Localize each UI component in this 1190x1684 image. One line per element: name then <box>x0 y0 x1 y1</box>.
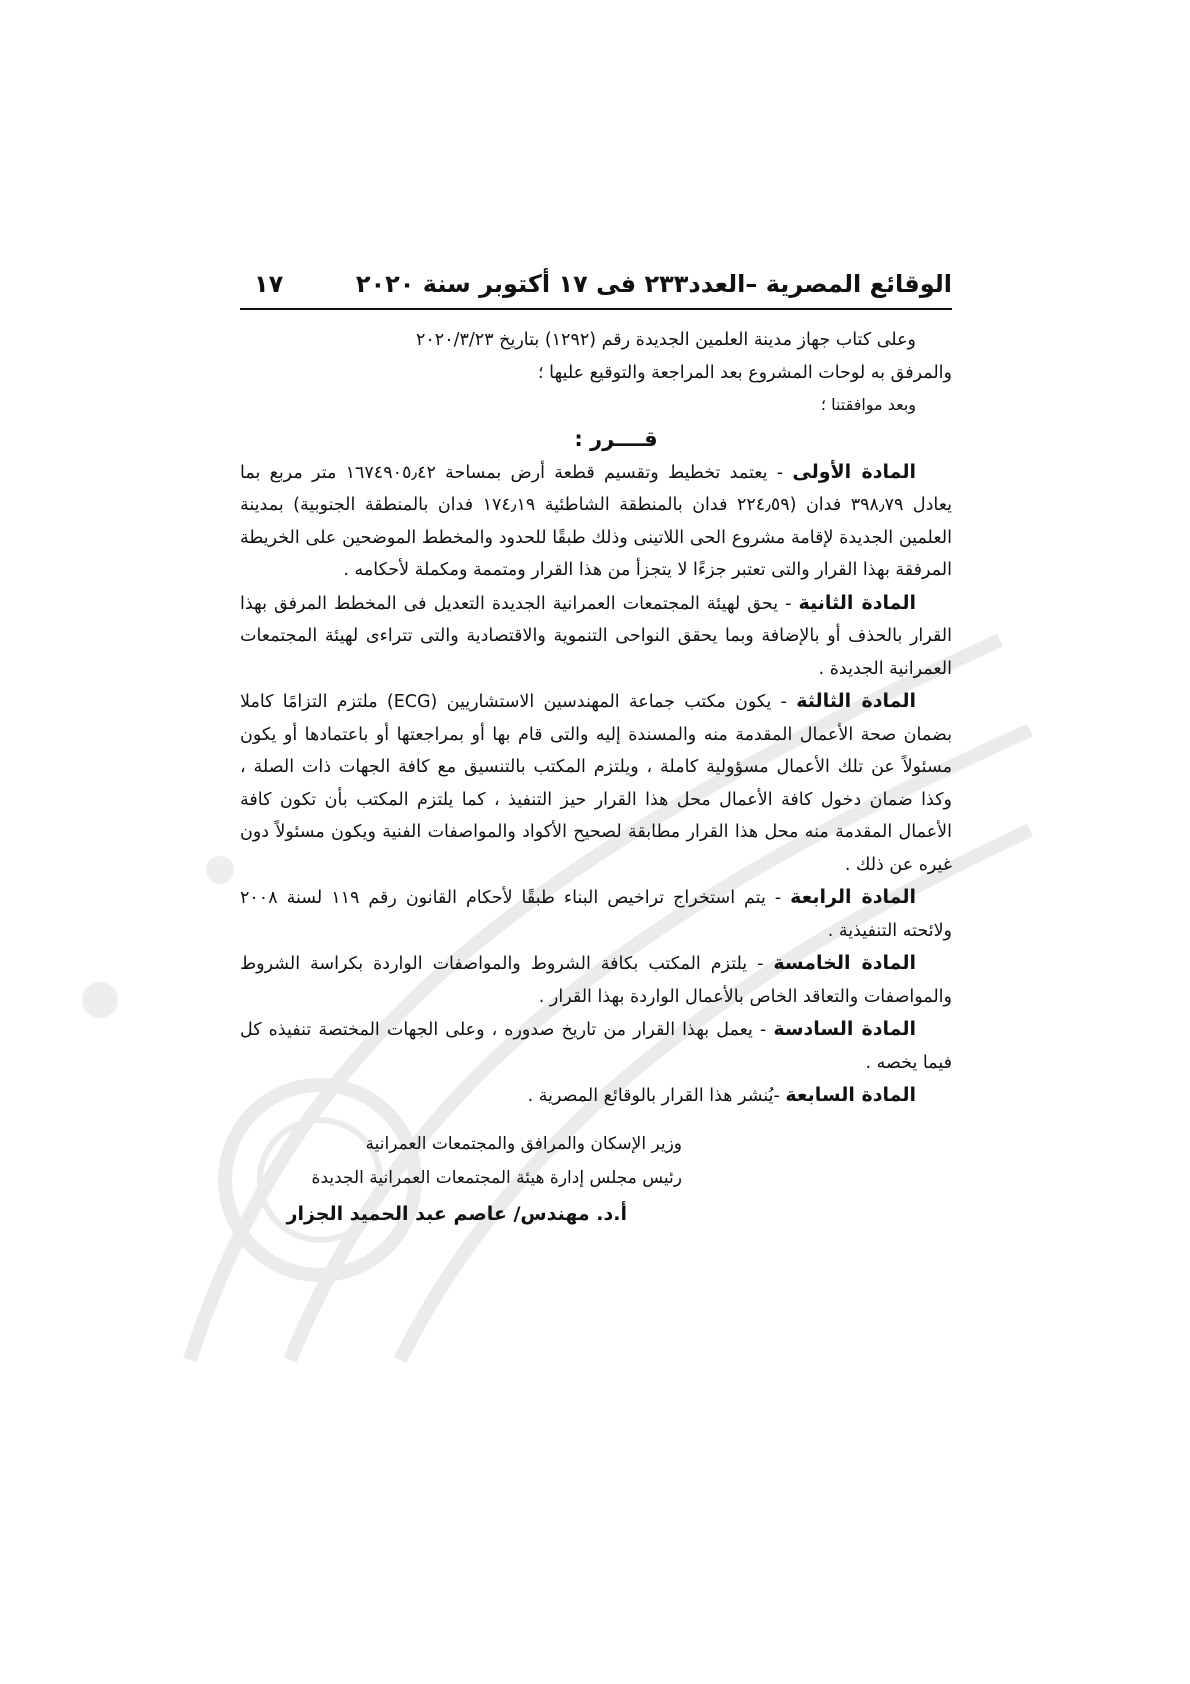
page-header <box>240 270 952 310</box>
article-1 <box>240 456 952 587</box>
article-5 <box>240 947 952 1013</box>
article-6 <box>240 1013 952 1079</box>
intro-line-1: وعلى كتاب جهاز مدينة العلمين الجديدة رقم (١٢٩٢) بتاريخ ٢٠٢٠/٣/٢٣ <box>416 330 916 350</box>
signatory-name: أ.د. مهندس/ عاصم عبد الحميد الجزار <box>286 1202 627 1225</box>
article-7-label: المادة السابعة <box>785 1084 916 1106</box>
header-title: الوقائع المصرية –العدد٢٣٣ فى ١٧ أكتوبر سنة ٢٠٢٠ <box>355 270 952 298</box>
article-1-text: - يعتمد تخطيط وتقسيم قطعة أرض بمساحة ١٦٧٤٩٠٥٫٤٢ متر مربع بما يعادل ٣٩٨٫٧٩ فدان (٢٢٤٫٥٩ فدان بالمنطقة الشاطئية ١٧٤٫١٩ فدان بالمنطقة الجنوبية) بمدينة العلمين الجديدة لإقامة مشروع الحى اللاتينى وذلك طبقًا للحدود والمخطط الموضحين على الخريطة المرفقة بهذا القرار والتى تعتبر جزءًا لا يتجزأ من هذا القرار ومتممة ومكملة لأحكامه . <box>240 462 953 580</box>
gazette-page <box>240 270 952 1233</box>
article-3-text: - يكون مكتب جماعة المهندسين الاستشاريين (ECG) ملتزم التزامًا كاملا بضمان صحة الأعمال المقدمة منه والمسندة إليه والتى قام بها أو بمراجعتها أو باعتمادها أو يكون مسئولاً عن تلك الأعمال مسؤولية كاملة ، ويلتزم المكتب بالتنسيق مع كافة الجهات ذات الصلة ، وكذا ضمان دخول كافة الأعمال محل هذا القرار حيز التنفيذ ، كما يلتزم المكتب بأن تكون كافة الأعمال المقدمة منه محل هذا القرار مطابقة لصحيح الأكواد والمواصفات الفنية ويكون مسئولاً دون غيره عن ذلك . <box>240 692 952 875</box>
page-number: ١٧ <box>254 270 284 298</box>
article-7 <box>240 1079 952 1113</box>
article-3-label: المادة الثالثة <box>796 690 916 712</box>
signature-block <box>240 1127 952 1233</box>
signature-title-1: وزير الإسكان والمرافق والمجتمعات العمرانية <box>365 1133 682 1154</box>
article-2-text: - يحق لهيئة المجتمعات العمرانية الجديدة التعديل فى المخطط المرفق بهذا القرار بالحذف أو بالإضافة وبما يحقق النواحى التنموية والاقتصادية والتى تتراءى لهيئة المجتمعات العمرانية الجديدة . <box>240 593 952 679</box>
article-5-label: المادة الخامسة <box>773 952 916 974</box>
article-5-text: - يلتزم المكتب بكافة الشروط والمواصفات الواردة بكراسة الشروط والمواصفات والتعاقد الخاص بالأعمال الواردة بهذا القرار . <box>240 954 952 1007</box>
article-4-text: - يتم استخراج تراخيص البناء طبقًا لأحكام القانون رقم ١١٩ لسنة ٢٠٠٨ ولائحته التنفيذية . <box>240 888 952 941</box>
article-1-label: المادة الأولى <box>792 460 916 483</box>
article-4-label: المادة الرابعة <box>790 886 917 908</box>
article-4 <box>240 881 952 947</box>
decision-heading: قــــرر : <box>574 426 658 451</box>
article-2 <box>240 587 952 686</box>
article-7-text: -يُنشر هذا القرار بالوقائع المصرية . <box>527 1086 786 1106</box>
article-3 <box>240 685 952 881</box>
article-2-label: المادة الثانية <box>798 591 916 614</box>
article-6-text: - يعمل بهذا القرار من تاريخ صدوره ، وعلى الجهات المختصة تنفيذه كل فيما يخصه . <box>240 1020 952 1073</box>
intro-line-2: والمرفق به لوحات المشروع بعد المراجعة والتوقيع عليها ؛ <box>538 362 952 383</box>
signature-title-2: رئيس مجلس إدارة هيئة المجتمعات العمرانية الجديدة <box>311 1167 682 1188</box>
intro-line-3: وبعد موافقتنا ؛ <box>820 395 916 414</box>
article-6-label: المادة السادسة <box>773 1018 916 1040</box>
